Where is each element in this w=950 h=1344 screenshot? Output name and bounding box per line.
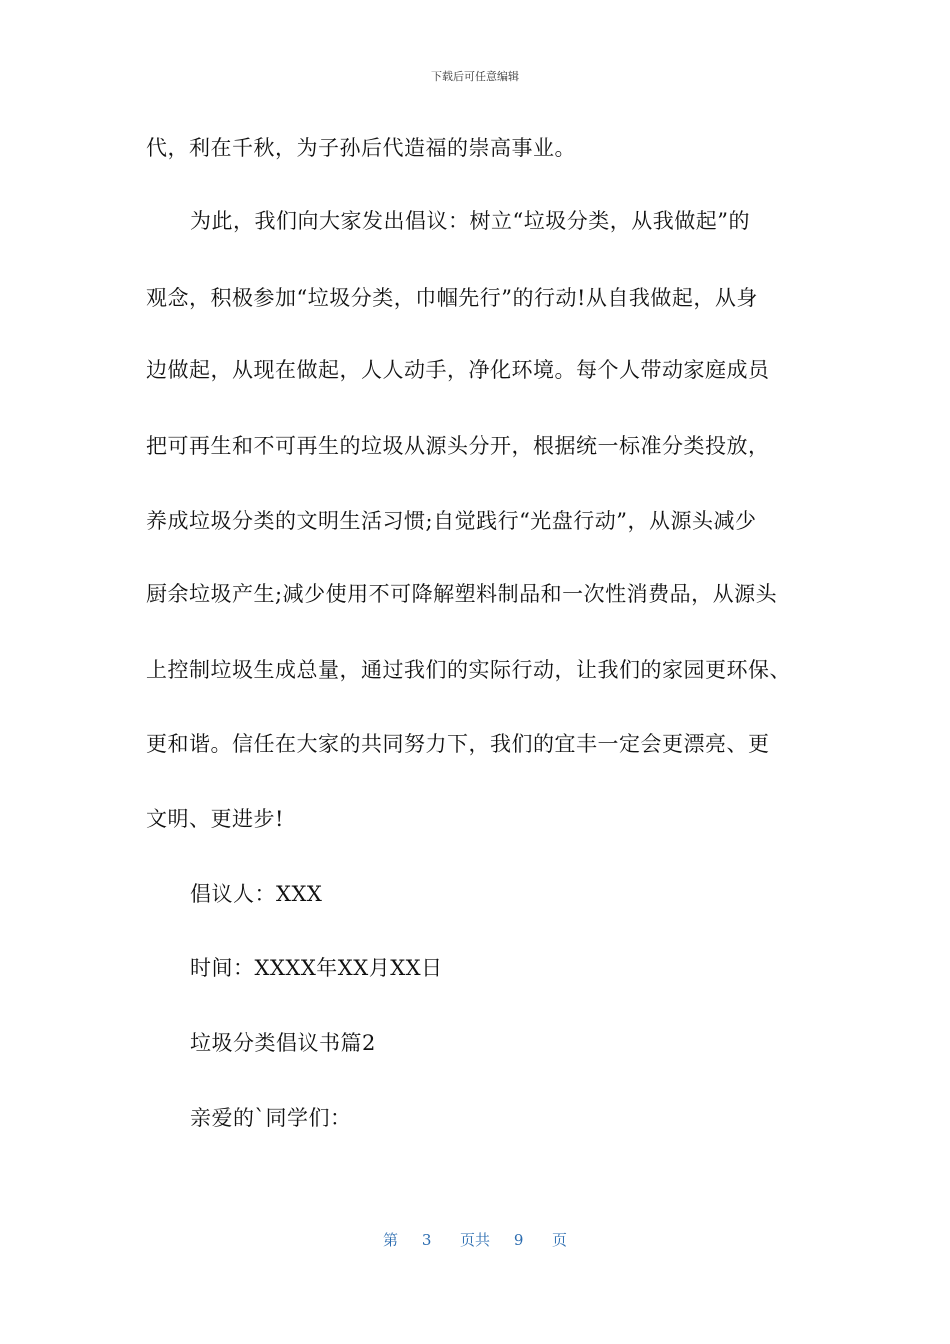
body-line-1: 代，利在千秋，为子孙后代造福的崇高事业。 [146, 136, 576, 160]
date-line: 时间：XXXX年XX月XX日 [190, 956, 443, 980]
body-line-7: 厨余垃圾产生;减少使用不可降解塑料制品和一次性消费品，从源头 [146, 582, 778, 606]
section-title: 垃圾分类倡议书篇2 [190, 1031, 376, 1055]
footer-label-page: 第 [382, 1231, 398, 1249]
footer-total-pages: 9 [513, 1231, 524, 1249]
footer-current-page: 3 [421, 1231, 432, 1249]
footer-label-total-post: 页 [552, 1231, 568, 1249]
footer-label-total-pre: 页共 [459, 1231, 490, 1249]
body-line-4: 边做起，从现在做起，人人动手，净化环境。每个人带动家庭成员 [146, 358, 770, 382]
body-line-3: 观念，积极参加“垃圾分类，巾帼先行”的行动!从自我做起，从身 [146, 286, 758, 310]
page-footer [0, 1229, 950, 1250]
body-line-5: 把可再生和不可再生的垃圾从源头分开，根据统一标准分类投放， [146, 434, 770, 458]
body-line-9: 更和谐。信任在大家的共同努力下，我们的宜丰一定会更漂亮、更 [146, 732, 770, 756]
page-header-note: 下载后可任意编辑 [431, 70, 519, 83]
body-line-6: 养成垃圾分类的文明生活习惯;自觉践行“光盘行动”，从源头减少 [146, 509, 757, 533]
body-line-10: 文明、更进步! [146, 807, 284, 831]
signatory-line: 倡议人：XXX [190, 882, 323, 906]
body-line-2: 为此，我们向大家发出倡议：树立“垃圾分类，从我做起”的 [190, 209, 750, 233]
salutation-line: 亲爱的`同学们： [190, 1106, 352, 1130]
body-line-8: 上控制垃圾生成总量，通过我们的实际行动，让我们的家园更环保、 [146, 658, 791, 682]
